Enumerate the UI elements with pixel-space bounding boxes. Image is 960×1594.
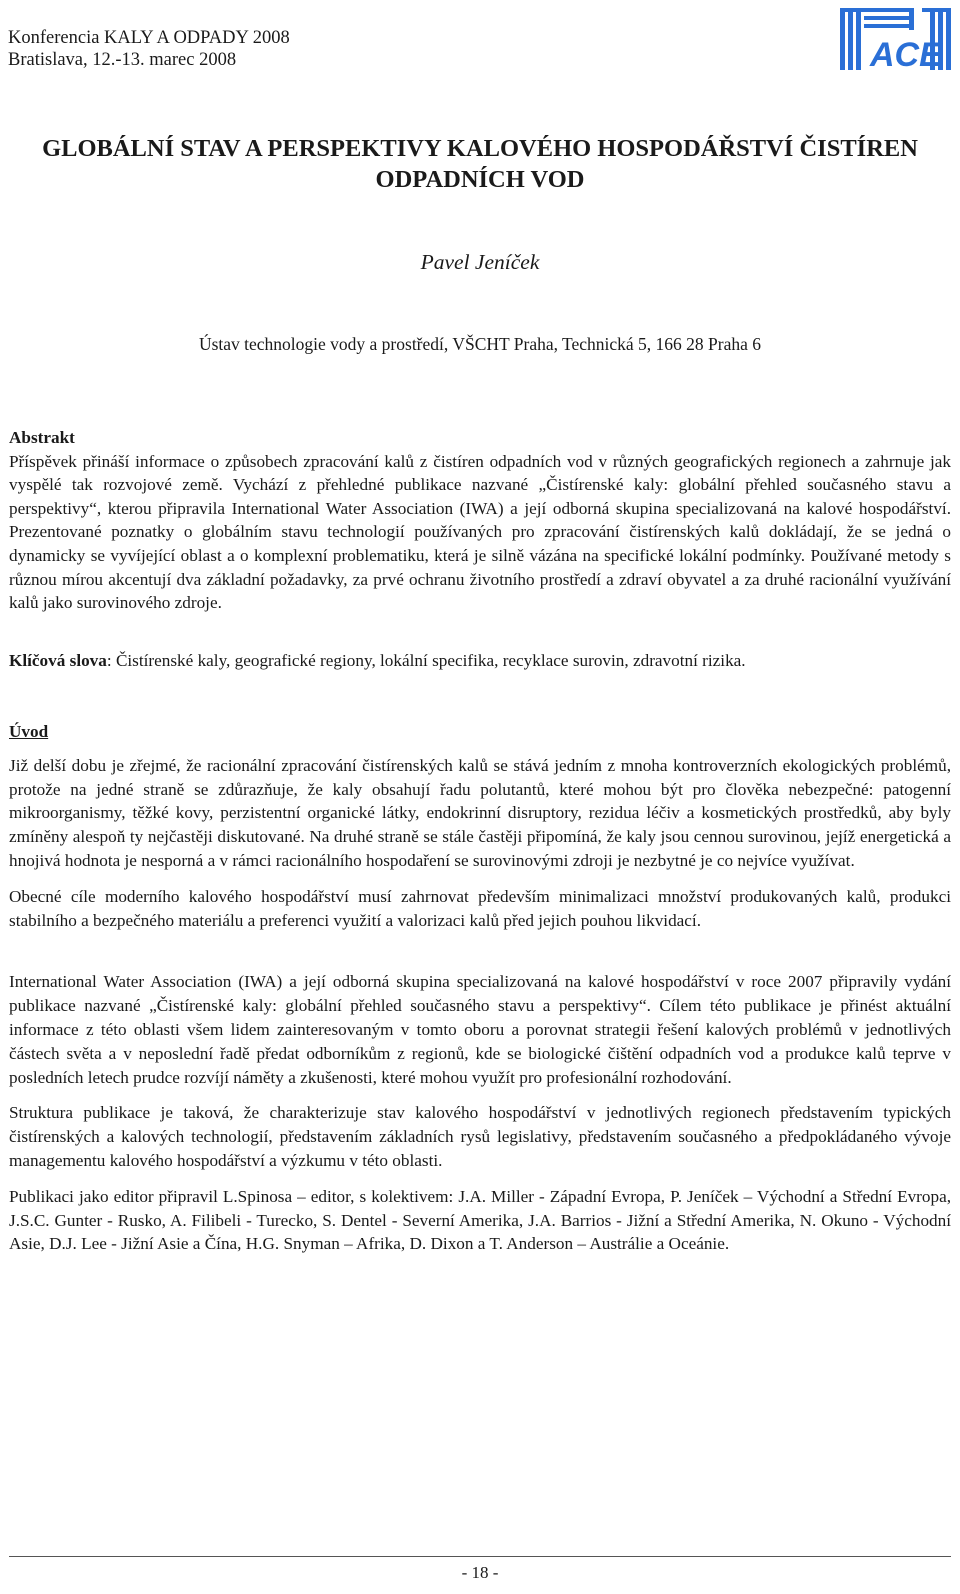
introduction-section <box>9 720 951 1256</box>
abstract-heading: Abstrakt <box>9 428 75 447</box>
intro-paragraph: International Water Association (IWA) a její odborná skupina specializovaná na kalové hospodářství v roce 2007 připravily vydání publikace nazvané „Čistírenské kaly: globální přehled současného stavu a perspektivy“. Cílem této publikace je přinést aktuální informace z této oblasti všem lidem zainteresovaným v tomto oboru a porovnat strategii řešení kalových problémů v jednotlivých částech světa a v neposlední řadě předat odborníkům z regionů, kde se biologické čištění odpadních vod a produkce kalů teprve v posledních letech prudce rozvíjí náměty a zkušenosti, které mohou využít pro profesionální rozhodování. <box>9 972 951 1087</box>
footer-divider <box>9 1556 951 1557</box>
keywords-text: : Čistírenské kaly, geografické regiony, lokální specifika, recyklace surovin, zdravotní rizika. <box>106 651 746 670</box>
abstract-text: Příspěvek přináší informace o způsobech zpracování kalů z čistíren odpadních vod v různých geografických regionech a zahrnuje jak vyspělé tak rozvojové země. Vychází z přehledné publikace nazvané „Čistírenské kaly: globální přehled současného stavu a perspektivy“, kterou připravila International Water Association (IWA) a její odborná skupina specializovaná na kalové hospodářství. Prezentované poznatky o globálním stavu technologií používaných pro zpracování čistírenských kalů dokládají, že se jedná o dynamicky se vyvíjející oblast a o komplexní problematiku, která je silně vázána na specifické lokální podmínky. Používané metody s různou mírou akcentují dva základní požadavky, za prvé ochranu životního prostředí a zdraví obyvatel a za druhé racionální využívání kalů jako surovinového zdroje. <box>9 451 951 613</box>
logo-lettering: ACE <box>870 36 942 72</box>
title-line-1: GLOBÁLNÍ STAV A PERSPEKTIVY KALOVÉHO HOSPODÁŘSTVÍ ČISTÍREN <box>42 135 918 162</box>
paper-title <box>0 133 960 195</box>
intro-paragraph: Již delší dobu je zřejmé, že racionální zpracování čistírenských kalů se stává jedním z mnoha kontroverzních ekologických problémů, protože na jedné straně se zdůrazňuje, že kaly obsahují řadu polutantů, které mohou být pro člověka nebezpečné: patogenní mikroorganismy, těžké kovy, perzistentní organické látky, endokrinní disruptory, rezidua léčiv a kosmetických prostředků, aby byly zmíněny alespoň ty nejčastěji diskutované. Na druhé straně se stále častěji připomíná, že kaly jsou cennou surovinou, jejíž energetická a hnojivá hodnota je nesporná a v rámci racionálního hospodaření se surovinovými zdroji je nezbytné je co nejvíce využívat. <box>9 755 951 870</box>
intro-paragraph: Publikaci jako editor připravil L.Spinosa – editor, s kolektivem: J.A. Miller - Západní Evropa, P. Jeníček – Východní a Střední Evropa, J.S.C. Gunter - Rusko, A. Filibeli - Turecko, S. Dentel - Severní Amerika, J.A. Barrios - Jižní a Střední Amerika, N. Okuno - Východní Asie, D.J. Lee - Jižní Asie a Čína, H.G. Snyman – Afrika, D. Dixon a T. Anderson – Austrálie a Oceánie. <box>9 1186 951 1254</box>
author-affiliation: Ústav technologie vody a prostředí, VŠCHT Praha, Technická 5, 166 28 Praha 6 <box>198 334 762 354</box>
author-name: Pavel Jeníček <box>420 250 540 274</box>
intro-paragraph: Obecné cíle moderního kalového hospodářství musí zahrnovat především minimalizaci množství produkovaných kalů, produkci stabilního a bezpečného materiálu a preferenci využití a valorizaci kalů před jejich pouhou likvidací. <box>9 886 951 930</box>
keywords-label: Klíčová slova <box>9 651 107 670</box>
introduction-heading: Úvod <box>9 722 49 741</box>
abstract-section <box>9 426 951 615</box>
keywords <box>9 649 951 672</box>
page-number: - 18 - <box>461 1563 499 1582</box>
conference-name: Konferencia KALY A ODPADY 2008 <box>8 28 290 48</box>
conference-header <box>8 27 290 71</box>
ace-logo <box>838 6 953 72</box>
title-line-2: ODPADNÍCH VOD <box>375 166 585 193</box>
conference-place-date: Bratislava, 12.-13. marec 2008 <box>8 50 237 70</box>
intro-paragraph: Struktura publikace je taková, že charakterizuje stav kalového hospodářství v jednotlivých regionech představením typických čistírenských a kalových technologií, představením základních rysů legislativy, představením současného a předpokládaného vývoje managementu kalového hospodářství a výzkumu v této oblasti. <box>9 1103 951 1170</box>
